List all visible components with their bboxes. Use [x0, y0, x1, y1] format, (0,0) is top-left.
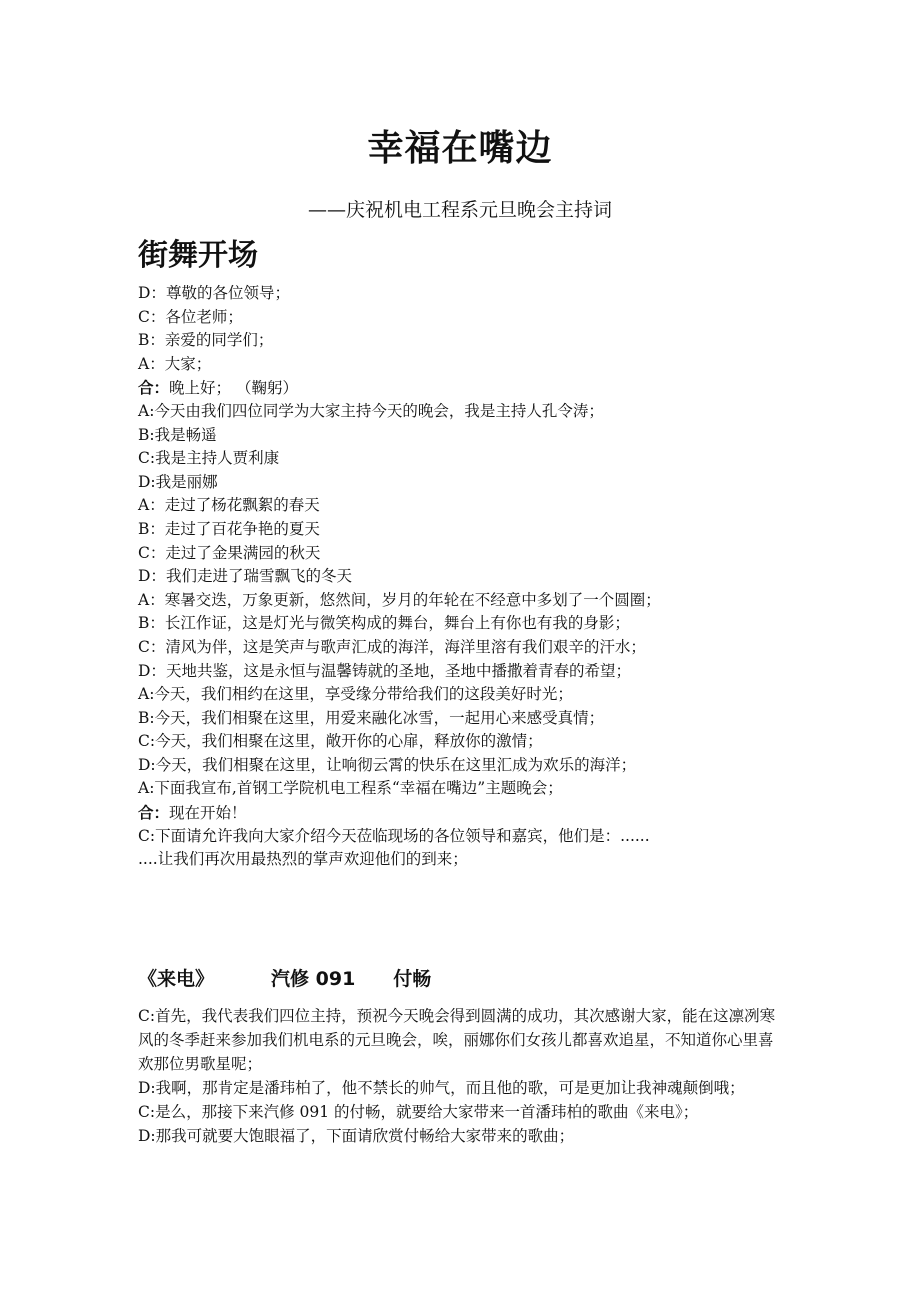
dialogue-line: [138, 589, 788, 613]
speaker-label: 合：: [138, 378, 170, 398]
dialogue-text: 晚上好； （鞠躬）: [169, 379, 298, 398]
dialogue-paragraph: C:首先，我代表我们四位主持，预祝今天晚会得到圆满的成功，其次感谢大家，能在这凛冽寒风的冬季赶来参加我们机电系的元旦晚会，唉，丽娜你们女孩儿都喜欢追星，不知道你心里喜欢那位男歌星呢；: [138, 1007, 776, 1073]
dialogue-line: [138, 329, 788, 353]
speaker-label: A：: [138, 354, 165, 373]
dialogue-text: 今天由我们四位同学为大家主持今天的晚会，我是主持人孔令涛；: [154, 401, 604, 420]
dialogue-line: [138, 471, 788, 495]
speaker-label: C:: [138, 732, 156, 751]
speaker-label: C:: [138, 826, 156, 845]
speaker-label: D：: [138, 567, 166, 586]
dialogue-text: 下面请允许我向大家介绍今天莅临现场的各位领导和嘉宾，他们是：......: [155, 826, 650, 845]
section-heading-opening: 街舞开场: [138, 238, 258, 273]
speaker-label: A：: [138, 496, 165, 515]
dialogue-line: [138, 754, 788, 778]
performer-class: 汽修 091: [271, 968, 356, 990]
song-title: 《来电》: [138, 968, 215, 990]
program-item-heading: [138, 965, 431, 993]
speaker-label: C：: [138, 543, 166, 562]
document-subtitle: ——庆祝机电工程系元旦晚会主持词: [307, 199, 612, 221]
dialogue-text: 亲爱的同学们；: [164, 331, 274, 350]
dialogue-line: [138, 542, 788, 566]
dialogue-line: [138, 306, 788, 330]
dialogue-text: 走过了金果满园的秋天: [165, 543, 321, 562]
dialogue-line: [138, 494, 788, 518]
dialogue-line: [138, 518, 788, 542]
speaker-label: D：: [138, 284, 166, 302]
speaker-label: C:: [138, 449, 156, 468]
dialogue-text: 大家；: [164, 354, 212, 373]
dialogue-text: 今天，我们相聚在这里，敞开你的心扉，释放你的激情；: [155, 732, 543, 751]
performer-name: 付畅: [393, 968, 432, 990]
dialogue-text: 我是畅遥: [154, 425, 217, 444]
dialogue-text: 寒暑交迭，万象更新，悠然间，岁月的年轮在不经意中多划了一个圆圈；: [164, 590, 661, 609]
dialogue-text: 走过了杨花飘絮的春天: [164, 496, 320, 515]
song-dialogue: [138, 1004, 784, 1148]
speaker-label: A:: [138, 685, 155, 704]
dialogue-text: 走过了百花争艳的夏天: [164, 519, 320, 538]
speaker-label: B：: [138, 519, 165, 538]
dialogue-line: [138, 376, 788, 400]
dialogue-line: [138, 282, 788, 306]
dialogue-text: 我们走进了瑞雪飘飞的冬天: [165, 567, 352, 586]
dialogue-paragraph: C:是么，那接下来汽修 091 的付畅，就要给大家带来一首潘玮柏的歌曲《来电》；: [138, 1103, 699, 1121]
dialogue-paragraph: D:我啊，那肯定是潘玮柏了，他不禁长的帅气，而且他的歌，可是更加让我神魂颠倒哦；: [138, 1079, 745, 1097]
speaker-label: C：: [138, 307, 166, 326]
dialogue-text: 我是主持人贾利康: [155, 449, 280, 468]
dialogue-text: 尊敬的各位领导；: [165, 284, 290, 302]
speaker-label: B:: [138, 425, 155, 444]
dialogue-line: [138, 400, 788, 424]
dialogue-text: 今天，我们相聚在这里，用爱来融化冰雪，一起用心来感受真情；: [154, 708, 605, 727]
speaker-label: B：: [138, 331, 165, 350]
dialogue-line: [138, 707, 788, 731]
dialogue-line: [138, 447, 788, 471]
dialogue-text: 现在开始！: [169, 804, 247, 823]
dialogue-line: [138, 848, 788, 872]
dialogue-line: [138, 660, 788, 684]
speaker-label: B:: [138, 708, 155, 727]
dialogue-line: [138, 565, 788, 589]
speaker-label: A:: [138, 401, 155, 420]
dialogue-line: [138, 636, 788, 660]
speaker-label: D：: [138, 661, 166, 680]
dialogue-line: [138, 424, 788, 448]
speaker-label: D:: [138, 472, 156, 491]
dialogue-text: 我是丽娜: [155, 472, 218, 491]
speaker-label: 合：: [138, 803, 170, 823]
dialogue-line: [138, 683, 788, 707]
document-title: 幸福在嘴边: [367, 128, 553, 169]
dialogue-text: 长江作证，这是灯光与微笑构成的舞台，舞台上有你也有我的身影；: [164, 614, 630, 633]
dialogue-text: 天地共鉴，这是永恒与温馨铸就的圣地，圣地中播撒着青春的希望；: [165, 661, 631, 680]
dialogue-text: 清风为伴，这是笑声与歌声汇成的海洋，海洋里溶有我们艰辛的汗水；: [165, 637, 646, 656]
dialogue-line: [138, 612, 788, 636]
dialogue-line: [138, 777, 788, 801]
speaker-label: A:: [138, 779, 155, 798]
dialogue-text: 下面我宣布,首钢工学院机电工程系“幸福在嘴边”主题晚会；: [154, 779, 563, 798]
dialogue-text: 今天，我们相聚在这里，让响彻云霄的快乐在这里汇成为欢乐的海洋；: [155, 755, 637, 774]
dialogue-text: 今天，我们相约在这里，享受缘分带给我们的这段美好时光；: [154, 685, 573, 704]
dialogue-line: [138, 730, 788, 754]
dialogue-text: 各位老师；: [165, 307, 243, 326]
dialogue-line: [138, 353, 788, 377]
speaker-label: D:: [138, 755, 156, 774]
dialogue-line: [138, 825, 788, 849]
speaker-label: B：: [138, 614, 165, 633]
dialogue-line: [138, 801, 788, 825]
dialogue-paragraph: D:那我可就要大饱眼福了，下面请欣赏付畅给大家带来的歌曲；: [138, 1127, 575, 1145]
speaker-label: C：: [138, 637, 166, 656]
speaker-label: A：: [138, 590, 165, 609]
dialogue-text: ....让我们再次用最热烈的掌声欢迎他们的到来；: [138, 850, 468, 869]
opening-dialogue: [138, 282, 788, 872]
